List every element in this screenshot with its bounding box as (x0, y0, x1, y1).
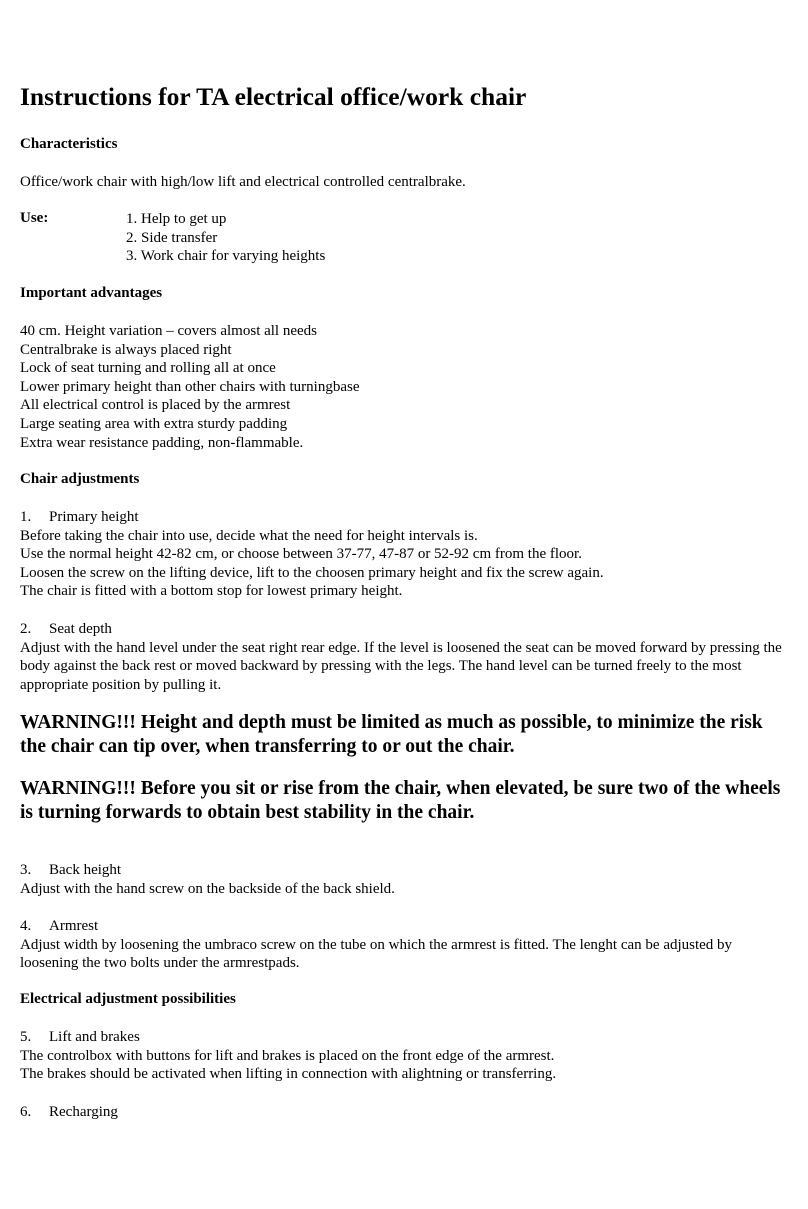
advantage-item: Extra wear resistance padding, non-flammable. (20, 434, 304, 451)
item-number: 4. (20, 918, 32, 934)
primary-height-line: Loosen the screw on the lifting device, lift to the choosen primary height and fix the screw again. (20, 564, 604, 581)
item-title: Armrest (49, 918, 99, 934)
armrest-title (20, 917, 790, 936)
characteristics-text (20, 173, 790, 192)
warning-height-depth: WARNING!!! Height and depth must be limited as much as possible, to minimize the risk the chair can tip over, when transferring to or out the chair. (20, 712, 763, 757)
advantages-heading: Important advantages (20, 285, 163, 301)
characteristics-heading: Characteristics (20, 136, 118, 152)
lift-brakes-title (20, 1028, 790, 1047)
primary-height-title (20, 508, 790, 527)
use-label: Use: (20, 210, 49, 226)
seat-depth-title (20, 620, 790, 639)
lift-brakes-line: The brakes should be activated when lifting in connection with alightning or transferring. (20, 1066, 557, 1083)
item-title: Lift and brakes (49, 1029, 140, 1045)
item-title: Primary height (49, 509, 139, 525)
back-height-text: Adjust with the hand screw on the backside of the back shield. (20, 880, 395, 897)
armrest-section (20, 917, 790, 973)
page-title: Instructions for TA electrical office/work chair (20, 82, 527, 111)
primary-height-line: Use the normal height 42-82 cm, or choose between 37-77, 47-87 or 52-92 cm from the floor. (20, 546, 582, 563)
back-height-section (20, 861, 790, 898)
advantage-item: All electrical control is placed by the armrest (20, 397, 291, 414)
characteristics-line: Office/work chair with high/low lift and electrical controlled centralbrake. (20, 174, 466, 190)
recharging-title (20, 1103, 790, 1122)
lift-brakes-section (20, 1028, 790, 1084)
primary-height-line: The chair is fitted with a bottom stop for lowest primary height. (20, 583, 403, 600)
item-number: 1. (20, 509, 32, 525)
use-item: 3. Work chair for varying heights (126, 248, 326, 265)
advantage-item: 40 cm. Height variation – covers almost all needs (20, 323, 318, 339)
item-title: Seat depth (49, 621, 112, 637)
item-title: Back height (49, 862, 122, 878)
advantages-list (20, 322, 790, 452)
use-item: 2. Side transfer (126, 229, 218, 246)
advantage-item: Centralbrake is always placed right (20, 341, 232, 358)
use-list (126, 210, 325, 266)
item-number: 6. (20, 1104, 32, 1120)
advantage-item: Lower primary height than other chairs with turningbase (20, 378, 360, 395)
back-height-title (20, 861, 790, 880)
seat-depth-text: Adjust with the hand level under the seat right rear edge. If the level is loosened the seat can be moved forward by pressing the body against the back rest or moved backward by pressing with the legs. The hand level can be turned freely to the most appropriate position by pulling it. (20, 639, 782, 693)
item-title: Recharging (49, 1104, 118, 1120)
seat-depth-section (20, 620, 790, 694)
primary-height-line: Before taking the chair into use, decide what the need for height intervals is. (20, 527, 478, 544)
warning-wheels: WARNING!!! Before you sit or rise from the chair, when elevated, be sure two of the wheels is turning forwards to obtain best stability in the chair. (20, 778, 781, 823)
primary-height-section (20, 508, 790, 601)
item-number: 2. (20, 621, 32, 637)
use-item: 1. Help to get up (126, 211, 227, 227)
item-number: 3. (20, 862, 32, 878)
adjustments-heading: Chair adjustments (20, 471, 140, 487)
electrical-heading: Electrical adjustment possibilities (20, 991, 236, 1007)
advantage-item: Large seating area with extra sturdy padding (20, 415, 288, 432)
armrest-text: Adjust width by loosening the umbraco screw on the tube on which the armrest is fitted. The lenght can be adjusted by loosening the two bolts under the armrestpads. (20, 936, 733, 972)
item-number: 5. (20, 1029, 32, 1045)
recharging-section (20, 1103, 790, 1122)
lift-brakes-line: The controlbox with buttons for lift and brakes is placed on the front edge of the armrest. (20, 1047, 555, 1064)
advantage-item: Lock of seat turning and rolling all at once (20, 360, 276, 377)
